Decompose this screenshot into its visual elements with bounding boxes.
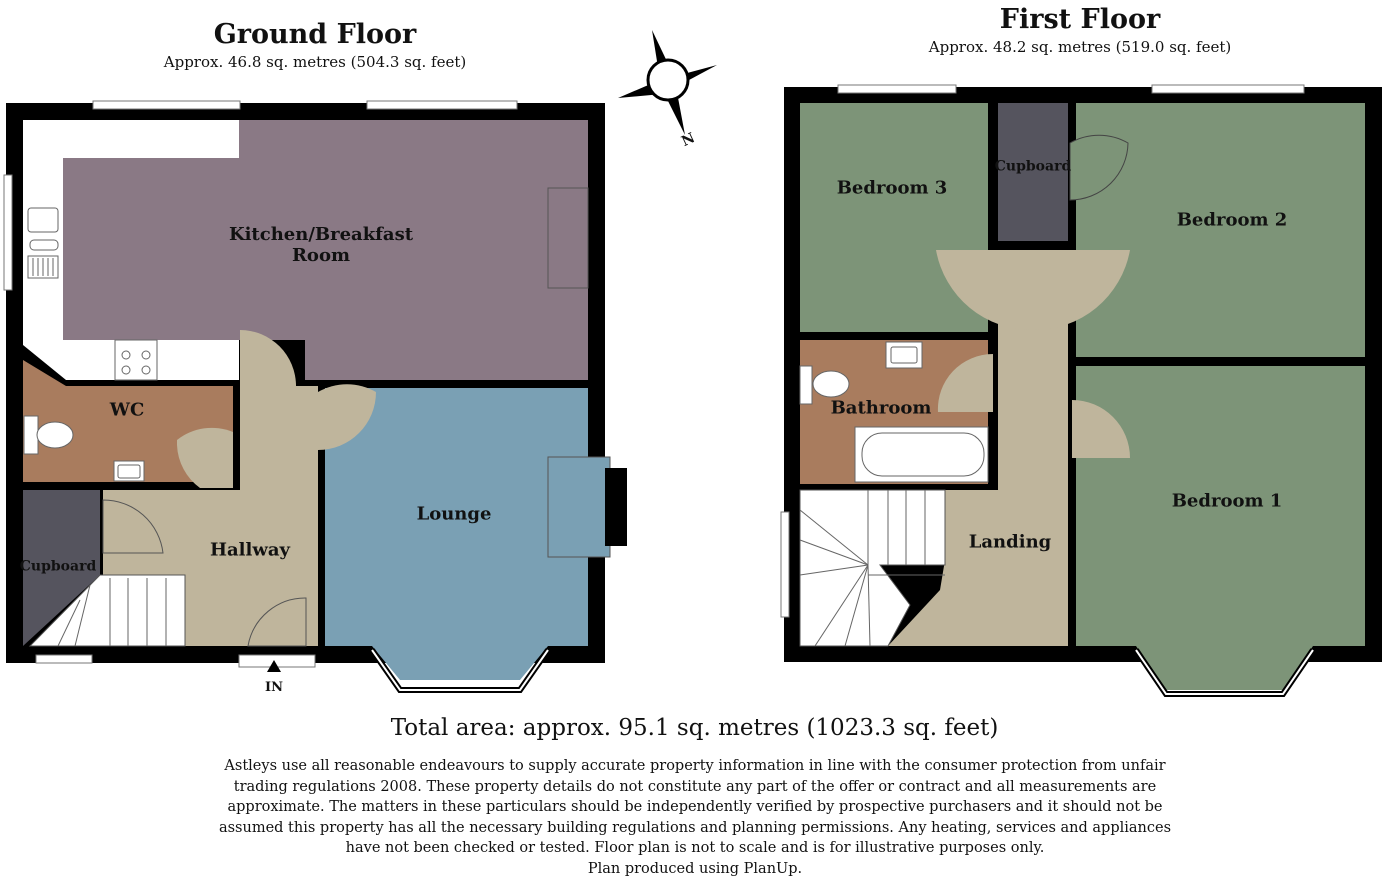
wc-basin bbox=[114, 461, 144, 481]
kitchen-label bbox=[229, 224, 413, 266]
ground-floor-title: Ground Floor bbox=[213, 19, 417, 50]
bathroom-bath bbox=[855, 427, 988, 482]
first-floor-plan bbox=[781, 85, 1382, 694]
lounge-chimney-wall bbox=[605, 468, 627, 546]
stairs-window bbox=[781, 512, 789, 617]
lounge-chimney-breast bbox=[548, 457, 610, 557]
first-floor-title: First Floor bbox=[999, 4, 1161, 35]
kitchen-label-line2: Room bbox=[291, 245, 351, 266]
compass-north-label: N bbox=[679, 130, 698, 150]
hallway-label: Hallway bbox=[210, 539, 290, 561]
disclaimer-block bbox=[215, 756, 1175, 879]
bedroom-2-label: Bedroom 2 bbox=[1176, 209, 1288, 231]
kitchen-label-line1: Kitchen/Breakfast bbox=[228, 224, 414, 245]
wc-label: WC bbox=[109, 399, 145, 421]
kitchen-window-left bbox=[4, 175, 12, 290]
kitchen-sink bbox=[28, 208, 58, 278]
first-cupboard-label: Cupboard bbox=[994, 158, 1072, 175]
entrance-label: IN bbox=[265, 680, 283, 695]
bathroom-label: Bathroom bbox=[830, 397, 932, 419]
bedroom-2-window bbox=[1152, 85, 1304, 93]
kitchen-window-top-left bbox=[93, 101, 240, 109]
ground-floor-plan bbox=[4, 101, 627, 690]
ground-cupboard-label: Cupboard bbox=[19, 558, 97, 575]
bedroom-1-label: Bedroom 1 bbox=[1171, 490, 1283, 512]
bathroom-basin bbox=[886, 342, 922, 368]
bedroom-3-label: Bedroom 3 bbox=[836, 177, 948, 199]
bedroom-1-bay bbox=[1136, 646, 1313, 690]
kitchen-chimney-breast bbox=[548, 188, 588, 288]
lounge-label: Lounge bbox=[416, 503, 492, 525]
total-area: Total area: approx. 95.1 sq. metres (1023.3 sq. feet) bbox=[390, 715, 999, 741]
compass-rose bbox=[618, 30, 717, 135]
kitchen-hob bbox=[115, 340, 157, 380]
landing-label: Landing bbox=[968, 531, 1052, 553]
disclaimer-text: Astleys use all reasonable endeavours to supply accurate property information in line with the consumer protection from unfair trading regulations 2008. These property details do not constitute any part of the offer or contract and all measurements are approximate. The matters in these particulars should be independently verified by prospective purchasers and it should not be assumed this property has all the necessary building regulations and planning permissions. Any heating, services and appliances have not been checked or tested. Floor plan is not to scale and is for illustrative purposes only. bbox=[218, 758, 1172, 856]
kitchen-window-top-right bbox=[367, 101, 517, 109]
plan-credit: Plan produced using PlanUp. bbox=[587, 860, 803, 877]
bedroom-3-window bbox=[838, 85, 956, 93]
ground-floor-area: Approx. 46.8 sq. metres (504.3 sq. feet) bbox=[163, 53, 467, 71]
first-floor-area: Approx. 48.2 sq. metres (519.0 sq. feet) bbox=[928, 38, 1232, 56]
cupboard-window bbox=[36, 655, 92, 663]
